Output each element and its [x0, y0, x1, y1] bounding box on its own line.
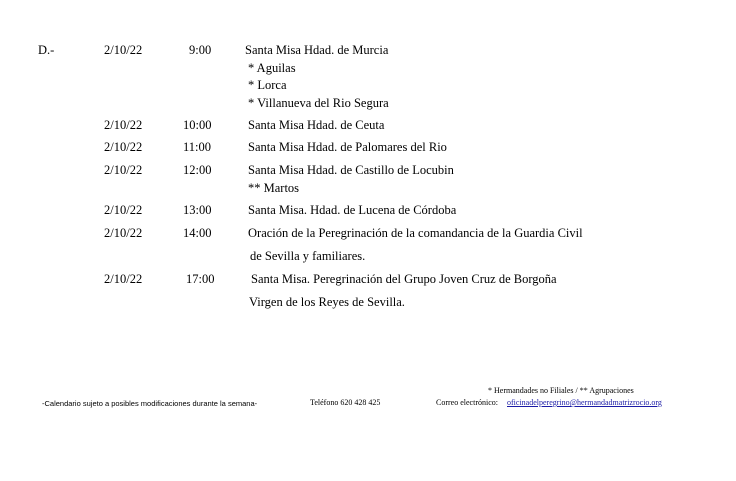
row-time: 12:00	[183, 163, 212, 177]
row-date: 2/10/22	[104, 43, 143, 57]
row-time: 10:00	[183, 118, 212, 132]
row-event: Santa Misa Hdad. de Palomares del Rio	[248, 140, 447, 154]
footer-legend: * Hermandades no Filiales / ** Agrupaciones	[488, 386, 634, 395]
row-event-sub: de Sevilla y familiares.	[250, 249, 366, 263]
row-event: Oración de la Peregrinación de la comandancia de la Guardia Civil	[248, 226, 583, 240]
row-event-sub: * Aguilas	[248, 61, 296, 75]
row-date: 2/10/22	[104, 118, 143, 132]
row-date: 2/10/22	[104, 272, 143, 286]
row-event: Santa Misa Hdad. de Castillo de Locubin	[248, 163, 454, 177]
row-time: 13:00	[183, 203, 212, 217]
row-time: 11:00	[183, 140, 212, 154]
row-time: 17:00	[186, 272, 215, 286]
footer-phone: Teléfono 620 428 425	[310, 398, 381, 407]
row-time: 14:00	[183, 226, 212, 240]
row-date: 2/10/22	[104, 140, 143, 154]
footer-email-link[interactable]: oficinadelperegrino@hermandadmatrizrocio.org	[507, 398, 662, 407]
row-event-sub: * Lorca	[248, 78, 287, 92]
row-event: Santa Misa. Peregrinación del Grupo Joven Cruz de Borgoña	[251, 272, 557, 286]
row-date: 2/10/22	[104, 226, 143, 240]
row-event-sub: ** Martos	[248, 181, 300, 195]
row-date: 2/10/22	[104, 203, 143, 217]
row-event-sub: Virgen de los Reyes de Sevilla.	[249, 295, 405, 309]
row-time: 9:00	[189, 43, 212, 57]
footer-email-label: Correo electrónico:	[436, 398, 498, 407]
row-event: Santa Misa Hdad. de Ceuta	[248, 118, 385, 132]
day-label: D.-	[38, 43, 55, 57]
row-event-sub: * Villanueva del Rio Segura	[248, 96, 389, 110]
row-date: 2/10/22	[104, 163, 143, 177]
footer-notice: -Calendario sujeto a posibles modificaciones durante la semana-	[42, 399, 258, 408]
row-event: Santa Misa Hdad. de Murcia	[245, 43, 389, 57]
row-event: Santa Misa. Hdad. de Lucena de Córdoba	[248, 203, 457, 217]
